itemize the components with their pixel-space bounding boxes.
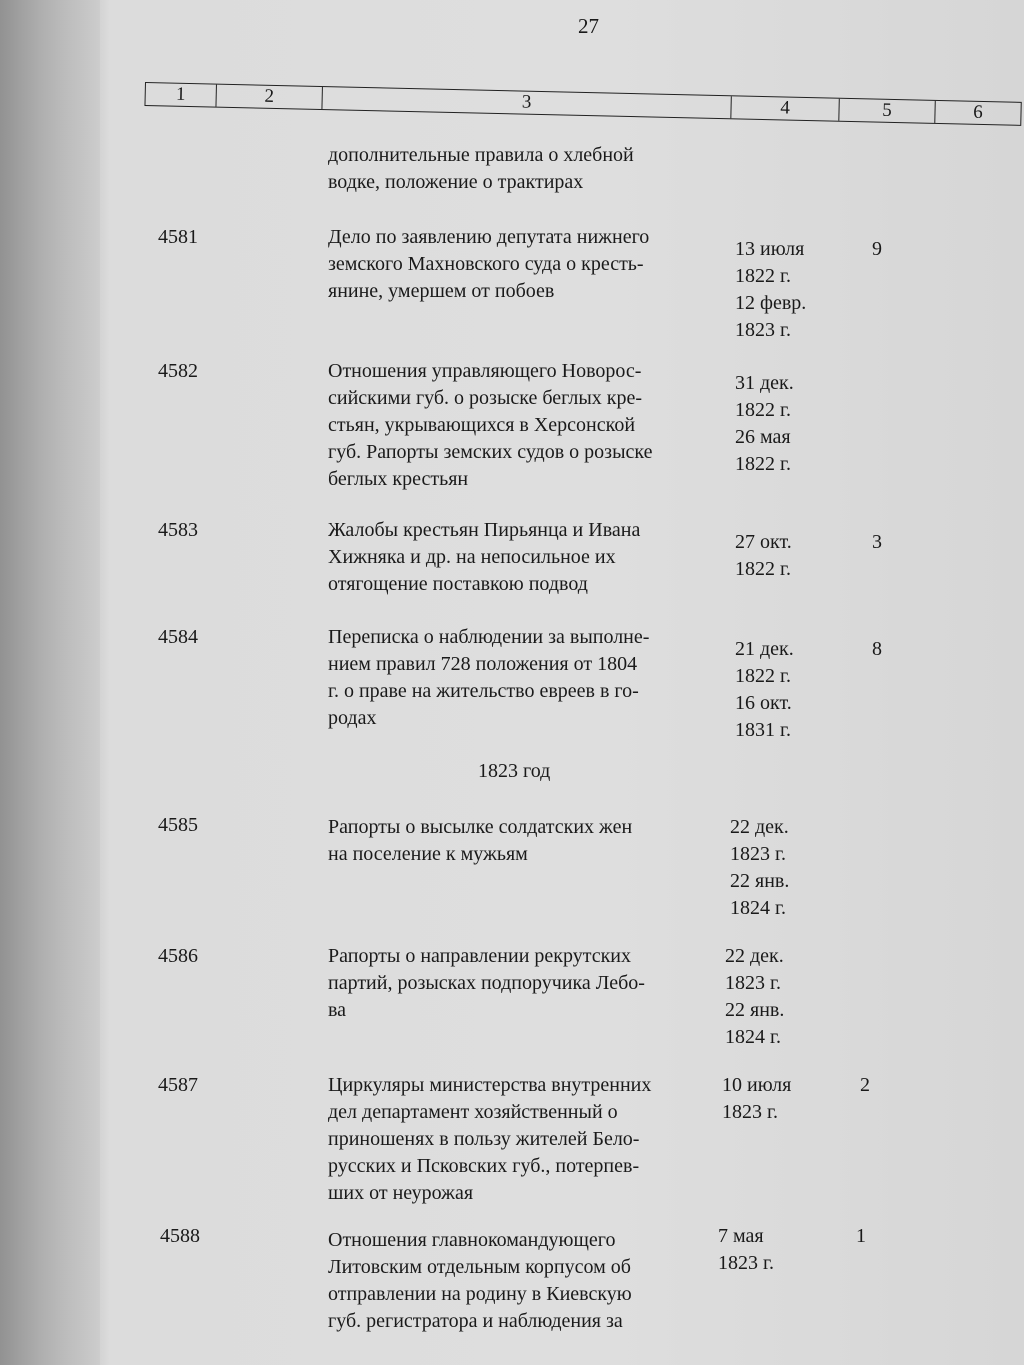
year-heading: 1823 год [478, 760, 551, 782]
column-header: 2 [216, 85, 322, 109]
column-header: 4 [731, 96, 839, 120]
entry-title: Дело по заявлению депутата нижнего земского Махновского суда о кресть- янине, умершем от побоев [328, 226, 650, 302]
column-header: 6 [973, 101, 984, 124]
column-header: 1 [145, 83, 216, 107]
entry-number: 4585 [158, 814, 198, 836]
entry-dates: 7 мая 1823 г. [718, 1225, 774, 1274]
entry-number: 4588 [160, 1225, 200, 1247]
entry-number: 4587 [158, 1074, 198, 1096]
entry-sheets: 8 [872, 638, 882, 660]
entry-title: Отношения главнокомандующего Литовским отдельным корпусом об отправлении на родину в Киевскую губ. регистратора и наблюдения за [328, 1229, 632, 1332]
entry-sheets: 9 [872, 238, 882, 260]
entry-title: Отношения управляющего Новорос- сийскими губ. о розыске беглых кре- стьян, укрывающихся в Херсонской губ. Рапорты земских судов о розыске беглых крестьян [328, 360, 653, 490]
entry-dates: 13 июля 1822 г. 12 февр. 1823 г. [735, 238, 807, 341]
entry-dates: 22 дек. 1823 г. 22 янв. 1824 г. [725, 945, 785, 1048]
entry-sheets: 2 [860, 1074, 870, 1096]
entry-number: 4582 [158, 360, 198, 382]
entry-number: 4581 [158, 226, 198, 248]
entry-title: дополнительные правила о хлебной водке, положение о трактирах [328, 144, 634, 193]
column-header-row [144, 82, 1021, 126]
entry-dates: 22 дек. 1823 г. 22 янв. 1824 г. [730, 816, 790, 919]
entry-sheets: 1 [856, 1225, 866, 1247]
entry-title: Рапорты о высылке солдатских жен на поселение к мужьям [328, 816, 633, 865]
entry-number: 4586 [158, 945, 198, 967]
page-edge-shadow [0, 0, 100, 1365]
entry-title: Рапорты о направлении рекрутских партий, розысках подпоручика Лебо- ва [328, 945, 645, 1021]
entry-title: Переписка о наблюдении за выполне- нием правил 728 положения от 1804 г. о праве на жительство евреев в го- родах [328, 626, 650, 729]
column-header: 5 [839, 99, 935, 123]
entry-title: Циркуляры министерства внутренних дел департамент хозяйственный о приношенях в пользу жителей Бело- русских и Псковских губ., потерпев- ших от неурожая [328, 1074, 652, 1204]
column-header: 3 [322, 87, 731, 118]
entry-dates: 31 дек. 1822 г. 26 мая 1822 г. [735, 372, 794, 475]
entry-dates: 27 окт. 1822 г. [735, 531, 792, 580]
page-number: 27 [578, 14, 599, 38]
entry-sheets: 3 [872, 531, 882, 553]
entry-number: 4583 [158, 519, 198, 541]
entry-dates: 21 дек. 1822 г. 16 окт. 1831 г. [735, 638, 794, 741]
entry-title: Жалобы крестьян Пирьянца и Ивана Хижняка и др. на непосильное их отягощение поставкою подвод [328, 519, 641, 595]
entry-number: 4584 [158, 626, 198, 648]
entry-dates: 10 июля 1823 г. [722, 1074, 792, 1123]
